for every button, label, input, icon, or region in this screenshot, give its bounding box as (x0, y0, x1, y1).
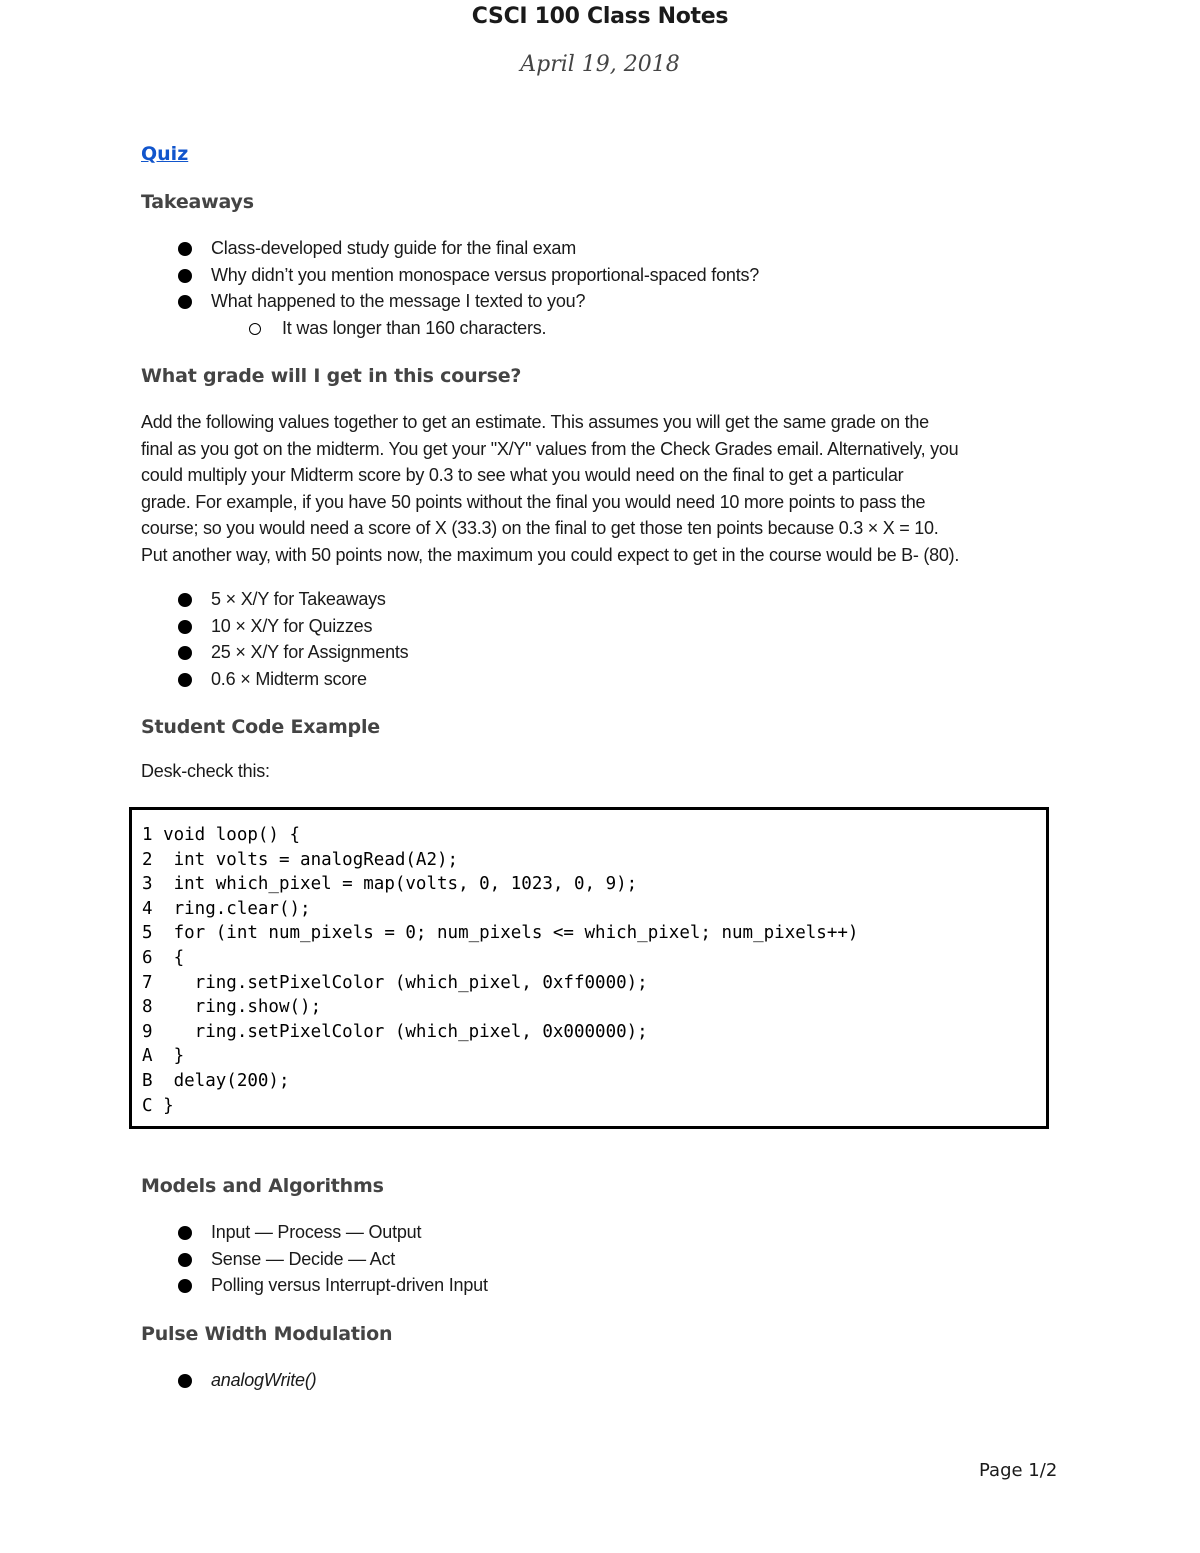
bullet-icon (178, 646, 192, 660)
page-number: Page 1/2 (979, 1460, 1058, 1481)
document-title: CSCI 100 Class Notes (471, 4, 729, 29)
code-line: 5 for (int num_pixels = 0; num_pixels <= which_pixel; num_pixels++) (142, 923, 859, 944)
bullet-icon (178, 295, 192, 309)
code-line: 3 int which_pixel = map(volts, 0, 1023, 0, 9); (142, 874, 638, 895)
takeaways-list (141, 235, 759, 342)
quiz-link[interactable]: Quiz (141, 143, 189, 165)
code-line: 8 ring.show(); (142, 997, 322, 1018)
grade-paragraph: Add the following values together to get an estimate. This assumes you will get the same grade on the final as you got on the midterm. You get your "X/Y" values from the Check Grades email. Alternatively, you could multiply your Midterm score by 0.3 to see what you would need on the final to get a particular grade. For example, if you have 50 points without the final you would need 10 more points to pass the course; so you would need a score of X (33.3) on the final to get those ten points because 0.3 × X = 10. Put another way, with 50 points now, the maximum you could expect to get in the course would be B- (80). (141, 412, 960, 565)
code-line: 2 int volts = analogRead(A2); (142, 849, 459, 870)
grade-formula-list (141, 586, 408, 693)
sub-list-item: It was longer than 160 characters. (141, 315, 759, 342)
code-line: B delay(200); (142, 1070, 290, 1091)
list-item: 0.6 × Midterm score (141, 666, 408, 693)
bullet-icon (178, 1253, 192, 1267)
desk-check-intro: Desk-check this: (141, 761, 270, 781)
list-item: 5 × X/Y for Takeaways (141, 586, 408, 613)
list-item: Class-developed study guide for the final exam (141, 235, 759, 262)
list-item: analogWrite() (141, 1367, 316, 1394)
models-heading: Models and Algorithms (141, 1175, 384, 1197)
student-code-heading: Student Code Example (141, 716, 380, 738)
models-list (141, 1219, 488, 1299)
list-item: Polling versus Interrupt-driven Input (141, 1272, 488, 1299)
bullet-icon (178, 1279, 192, 1293)
code-listing (132, 810, 1046, 1118)
document-date: April 19, 2018 (520, 52, 680, 77)
code-line: 1 void loop() { (142, 825, 301, 845)
code-line: C } (142, 1095, 174, 1116)
code-line: 9 ring.setPixelColor (which_pixel, 0x000000); (142, 1021, 648, 1042)
list-item: Sense — Decide — Act (141, 1246, 488, 1273)
bullet-icon (178, 673, 192, 687)
pwm-list (141, 1367, 316, 1394)
pwm-heading: Pulse Width Modulation (141, 1323, 393, 1345)
bullet-icon (178, 593, 192, 607)
bullet-icon (178, 269, 192, 283)
takeaways-heading: Takeaways (141, 191, 254, 213)
bullet-icon (178, 1374, 192, 1388)
code-line: A } (142, 1046, 185, 1067)
list-item: Input — Process — Output (141, 1219, 488, 1246)
bullet-icon (178, 1226, 192, 1240)
code-line: 4 ring.clear(); (142, 898, 311, 919)
list-item: 25 × X/Y for Assignments (141, 639, 408, 666)
code-block (129, 807, 1049, 1129)
bullet-icon (178, 242, 192, 256)
code-line: 7 ring.setPixelColor (which_pixel, 0xff0000); (142, 972, 648, 993)
hollow-bullet-icon (249, 323, 261, 335)
grade-heading: What grade will I get in this course? (141, 365, 522, 387)
bullet-icon (178, 620, 192, 634)
code-line: 6 { (142, 947, 185, 968)
list-item: What happened to the message I texted to you? (141, 288, 759, 315)
list-item: Why didn’t you mention monospace versus proportional-spaced fonts? (141, 262, 759, 289)
list-item: 10 × X/Y for Quizzes (141, 613, 408, 640)
